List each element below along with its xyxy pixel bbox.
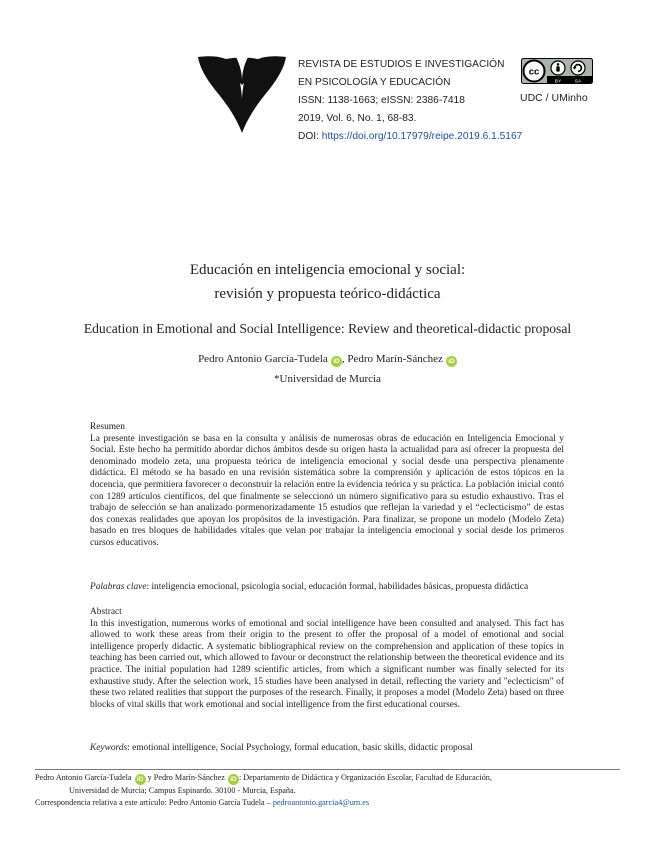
cc-sa-label: SA (574, 79, 582, 84)
resumen-section (90, 422, 564, 550)
footer-affiliation-line2: Universidad de Murcia; Campus Espinardo. 30100 - Murcia, España. (69, 786, 296, 795)
title-english: Education in Emotional and Social Intelligence: Review and theoretical-didactic proposal (83, 321, 572, 336)
footer-author-2: Pedro Marín-Sánchez (153, 773, 225, 782)
cc-license-badge[interactable] (521, 58, 593, 84)
orcid-icon[interactable]: iD (135, 774, 146, 785)
abstract-text: In this investigation, numerous works of emotional and social intelligence have been consulted and analysed. This fact has allowed to work these areas from their origin to the present to offer the proposal of a model of emotional and social intelligence properly didactic. A systematic bibliographical review on the comprehension and application of these topics in teaching has been carried out, which allowed to favour or deconstruct the relationship between the theoretical evidence and its practice. The initial population had 1289 scientific articles, from which a significant number was finally selected for its exhaustive study. After the selection work, 15 studies have been analysed in detail, reflecting the variety and "eclecticism" of these two related realities that support the purposes of the research. Finally, it proposes a model (Modelo Zeta) based on three blocks of vital skills that work emotional and social intelligence from the first educational courses. (90, 618, 564, 710)
email-link[interactable]: pedroantonio.garcia4@um.es (272, 798, 370, 807)
author-1-name: Pedro Antonio García-Tudela (198, 353, 328, 365)
doi-link[interactable]: https://doi.org/10.17979/reipe.2019.6.1.5167 (321, 131, 523, 142)
orcid-icon[interactable]: iD (331, 356, 342, 367)
cc-icon (524, 61, 545, 82)
palabras-clave (90, 582, 564, 594)
cc-by-label: BY (554, 79, 562, 84)
title-spanish-line2: revisión y propuesta teórico-didáctica (214, 286, 441, 302)
publisher: UDC / UMinho (520, 92, 588, 104)
citation: 2019, Vol. 6, No. 1, 68-83. (298, 113, 417, 124)
svg-text:cc: cc (528, 66, 540, 78)
affiliation: *Universidad de Murcia (274, 373, 381, 385)
resumen-heading: Resumen (90, 422, 125, 432)
keywords-text: : emotional intelligence, Social Psychology, formal education, basic skills, didactic proposal (127, 743, 473, 753)
abstract-heading: Abstract (90, 607, 122, 617)
doi-line (298, 128, 522, 146)
author-separator: , (341, 353, 345, 365)
footer-conj: y (147, 773, 152, 782)
title-spanish-line1: Educación en inteligencia emocional y social: (189, 262, 466, 278)
doi-label: DOI: (298, 131, 319, 142)
orcid-icon[interactable]: iD (446, 356, 457, 367)
keywords-label: Keywords (90, 743, 128, 753)
journal-name-line2: EN PSICOLOGÍA Y EDUCACIÓN (298, 77, 451, 88)
footer-notes (35, 772, 625, 809)
footer-affiliation-line1 (35, 772, 625, 785)
title-spanish (0, 258, 655, 306)
authors (0, 353, 655, 367)
orcid-icon[interactable]: iD (228, 774, 239, 785)
journal-name-line1: REVISTA DE ESTUDIOS E INVESTIGACIÓN (298, 59, 505, 70)
abstract-section (90, 607, 564, 711)
issn: ISSN: 1138-1663; eISSN: 2386-7418 (298, 95, 465, 106)
footer-author-1: Pedro Antonio García-Tudela (35, 773, 132, 782)
palabras-clave-label: Palabras clave (90, 582, 147, 592)
journal-info (298, 56, 522, 146)
sa-icon (571, 61, 585, 75)
journal-logo (196, 55, 288, 137)
resumen-text: La presente investigación se basa en la consulta y análisis de numerosas obras de educación en Inteligencia Emocional y Social. Este hecho ha permitido abordar dichos ámbitos desde su origen hasta la actualidad para así ofrecer la propuesta del denominado modelo zeta, una propuesta teórica de inteligencia emocional y social desde una perspectiva plenamente didáctica. El método se ha basado en una revisión sistemática sobre la comprensión y aplicación de estos tópicos en la docencia, que permitiera favorecer o deconstruir la relación entre la evidencia teórica y su práctica. La población inicial contó con 1289 artículos científicos, del que finalmente se seleccionó un número significativo para su estudio exhaustivo. Tras el trabajo de selección se han analizado pormenorizadamente 15 estudios que reflejan la variedad y el “eclecticismo” de estas dos conexas realidades que apoyan los propósitos de la investigación. Para finalizar, se propone un modelo (Modelo Zeta) basado en tres bloques de habilidades vitales que velan por trabajar la inteligencia emocional y social desde los primeros cursos educativos. (90, 433, 564, 548)
keywords (90, 743, 564, 755)
correspondence-text: Correspondencia relativa a este artículo: Pedro Antonio García Tudela – (35, 798, 271, 807)
footer-correspondence (35, 797, 625, 809)
author-2-name: Pedro Marín-Sánchez (347, 353, 443, 365)
footer-affiliation-text: : Departamento de Didáctica y Organización Escolar, Facultad de Educación, (238, 773, 492, 782)
palabras-clave-text: : inteligencia emocional, psicología social, educación formal, habilidades básicas, propuesta didáctica (146, 582, 529, 592)
by-icon (551, 61, 565, 75)
footer-divider (35, 769, 620, 770)
